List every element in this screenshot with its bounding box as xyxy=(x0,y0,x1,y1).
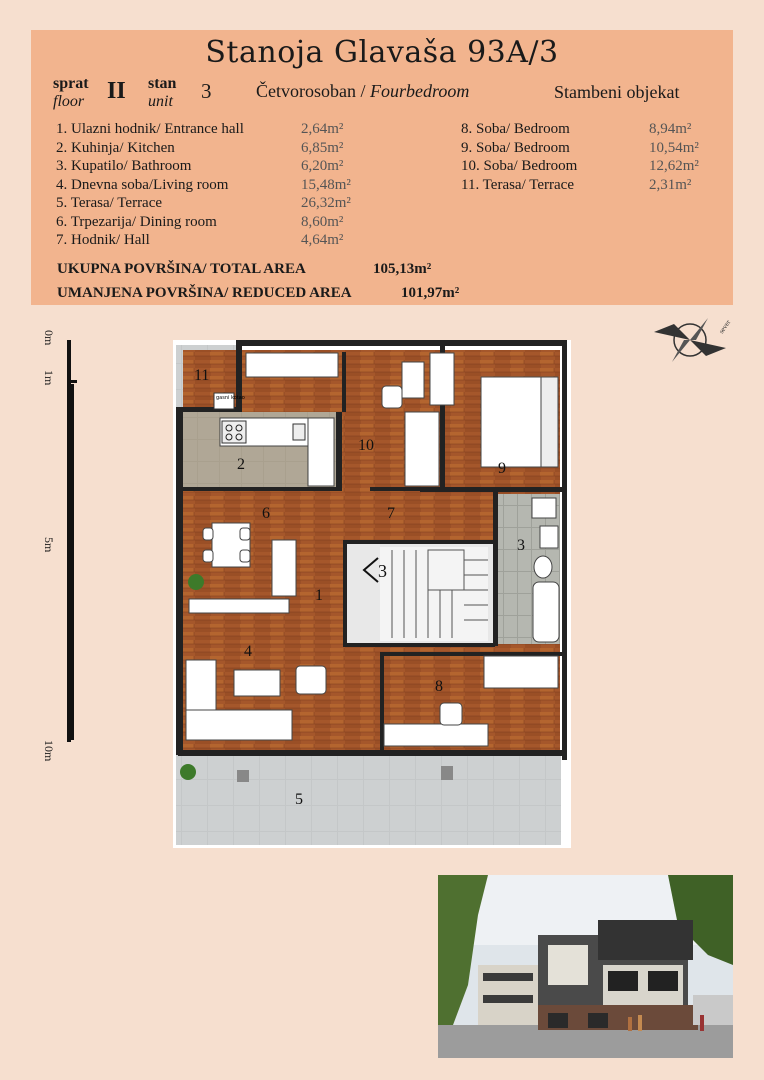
armchair xyxy=(296,666,326,694)
room-entry-area: 2,31m² xyxy=(649,176,692,193)
room-entry-name: 7. Hodnik/ Hall xyxy=(56,232,150,248)
room-entry-name: 10. Soba/ Bedroom xyxy=(461,158,578,174)
sink-icon xyxy=(293,424,305,440)
room-number-label: 5 xyxy=(295,791,303,808)
room-number-label: 7 xyxy=(387,505,395,522)
stair-label: 3 xyxy=(378,561,387,581)
scale-label-10: 10m xyxy=(42,740,56,762)
boiler-label: gasni kotao xyxy=(216,395,245,401)
plant-icon xyxy=(188,574,204,590)
scale-label-0: 0m xyxy=(42,330,56,346)
floor-label-en: floor xyxy=(53,93,85,110)
object-type: Stambeni objekat xyxy=(554,82,680,102)
room-entry-area: 6,85m² xyxy=(301,139,344,156)
desk xyxy=(405,412,439,486)
unit-label-sr: stan xyxy=(148,75,177,92)
cabinet xyxy=(272,540,296,596)
floor-value: II xyxy=(107,78,126,104)
terrace-5 xyxy=(176,755,561,845)
room-entry-area: 8,60m² xyxy=(301,213,344,230)
bed-bedroom-8 xyxy=(484,656,558,688)
room-entry-area: 2,64m² xyxy=(301,121,344,137)
room-number-label: 10 xyxy=(358,437,374,454)
room-entry-name: 11. Terasa/ Terrace xyxy=(461,176,574,193)
compass-label: sever xyxy=(717,318,733,336)
unit-label-en: unit xyxy=(148,93,173,110)
stove-icon xyxy=(222,421,246,443)
room-number-label: 9 xyxy=(498,460,506,477)
reduced-area-label: UMANJENA POVRŠINA/ REDUCED AREA xyxy=(57,285,352,301)
scale-label-1: 1m xyxy=(42,370,56,386)
room-entry-area: 8,94m² xyxy=(649,121,692,137)
room-number-label: 3 xyxy=(517,537,525,554)
coffee-table xyxy=(234,670,280,696)
room-entry-name: 6. Trpezarija/ Dining room xyxy=(56,213,217,230)
reduced-area-value: 101,97m² xyxy=(401,285,460,301)
room-number-label: 1 xyxy=(315,587,323,604)
total-area-label: UKUPNA POVRŠINA/ TOTAL AREA xyxy=(57,261,306,277)
room-entry-name: 9. Soba/ Bedroom xyxy=(461,139,570,156)
bathtub-icon xyxy=(533,582,559,642)
total-area-value: 105,13m² xyxy=(373,261,432,277)
toilet-icon xyxy=(534,556,552,578)
room-entry-name: 3. Kupatilo/ Bathroom xyxy=(56,158,192,174)
building-rendering xyxy=(438,875,733,1058)
page-title: Stanoja Glavaša 93A/3 xyxy=(205,35,559,70)
room-entry-name: 2. Kuhinja/ Kitchen xyxy=(56,139,175,156)
room-entry-area: 10,54m² xyxy=(649,139,699,156)
apartment-type-sr: Četvorosoban / xyxy=(256,81,370,101)
room-entry-area: 26,32m² xyxy=(301,195,351,211)
wardrobe xyxy=(246,353,338,377)
chair-icon xyxy=(382,386,402,408)
apartment-type-en: Fourbedroom xyxy=(370,81,470,101)
room-entry-area: 12,62m² xyxy=(649,158,699,174)
room-number-label: 8 xyxy=(435,678,443,695)
bed-small xyxy=(402,362,424,398)
room-entry-name: 5. Terasa/ Terrace xyxy=(56,195,163,211)
room-entry-area: 15,48m² xyxy=(301,176,351,193)
room-number-label: 2 xyxy=(237,456,245,473)
room-entry-name: 1. Ulazni hodnik/ Entrance hall xyxy=(56,121,244,137)
room-number-label: 11 xyxy=(194,367,210,384)
scale-label-5: 5m xyxy=(42,537,56,553)
room-number-label: 4 xyxy=(244,643,252,660)
room-entry-area: 4,64m² xyxy=(301,232,344,248)
room-entry-area: 6,20m² xyxy=(301,158,344,174)
washbasin-icon xyxy=(540,526,558,548)
room-entry-name: 8. Soba/ Bedroom xyxy=(461,121,570,137)
room-number-label: 6 xyxy=(262,505,270,522)
floor-label-sr: sprat xyxy=(53,75,89,92)
desk-bedroom-8 xyxy=(384,724,488,746)
tv-unit xyxy=(189,599,289,613)
unit-value: 3 xyxy=(201,79,212,103)
room-entry-name: 4. Dnevna soba/Living room xyxy=(56,176,229,193)
